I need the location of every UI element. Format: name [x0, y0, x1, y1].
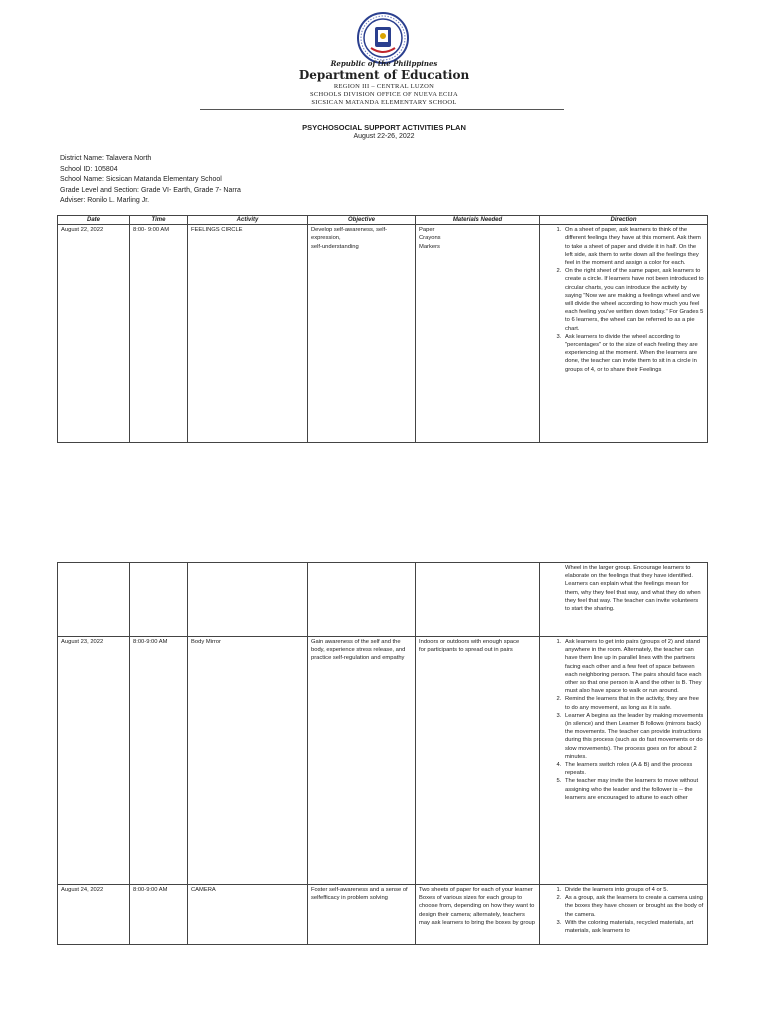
cell-time: 8:00-9:00 AM	[130, 637, 188, 885]
header-time: Time	[130, 216, 188, 225]
cell-materials: Indoors or outdoors with enough space for participants to spread out in pairs	[416, 637, 540, 885]
list-item: 1. On a sheet of paper, ask learners to think of the different feelings they have at this moment. Ask them to take a sheet of paper and divide it in half. On the left side, ask them to write down all the feelings they feel in the moment and assign a color for each.	[563, 226, 704, 267]
school-name-line: School Name: Sicsican Matanda Elementary School	[60, 176, 222, 183]
cell-direction	[540, 563, 708, 637]
header-materials: Materials Needed	[416, 216, 540, 225]
cell-date	[58, 563, 130, 637]
cell-materials	[416, 563, 540, 637]
direction-list	[543, 226, 704, 374]
cell-activity	[188, 563, 308, 637]
table-row	[58, 225, 708, 443]
list-item: 1. Divide the learners into groups of 4 or 5.	[563, 886, 704, 894]
cell-activity: FEELINGS CIRCLE	[188, 225, 308, 443]
header-divider	[200, 109, 564, 110]
cell-objective: Gain awareness of the self and the body, experience stress release, and practice self-regulation and empathy	[308, 637, 416, 885]
cell-objective: Develop self-awareness, self- expression, self-understanding	[308, 225, 416, 443]
office-lines	[0, 83, 768, 107]
header-activity: Activity	[188, 216, 308, 225]
cell-time: 8:00-9:00 AM	[130, 885, 188, 945]
direction-list	[543, 638, 704, 802]
cell-activity: CAMERA	[188, 885, 308, 945]
cell-date: August 24, 2022	[58, 885, 130, 945]
school-info	[60, 154, 241, 207]
cell-materials: Two sheets of paper for each of your learner Boxes of various sizes for each group to choose from, depending on how they want to design their camera; alternately, teachers may ask learners to bring the boxes by group	[416, 885, 540, 945]
list-item: 1. Ask learners to get into pairs (groups of 2) and stand anywhere in the room. Alternately, the teacher can have them line up in parallel lines with the partners facing each other and a few feet of space between each neighboring person. The pairs should face each other so that one person is A and the other is B. They must also have space to walk or run around.	[563, 638, 704, 695]
cell-time: 8:00- 9:00 AM	[130, 225, 188, 443]
cell-direction	[540, 885, 708, 945]
document-title: PSYCHOSOCIAL SUPPORT ACTIVITIES PLAN	[302, 123, 466, 132]
republic-line: Republic of the Philippines	[330, 59, 438, 68]
deped-seal-icon	[357, 12, 409, 64]
cell-time	[130, 563, 188, 637]
cell-date: August 23, 2022	[58, 637, 130, 885]
department-name: Department of Education	[298, 68, 470, 82]
table-row	[58, 563, 708, 637]
header-objective: Objective	[308, 216, 416, 225]
cell-objective	[308, 563, 416, 637]
cell-activity: Body Mirror	[188, 637, 308, 885]
cell-date: August 22, 2022	[58, 225, 130, 443]
list-item: 4. The learners switch roles (A & B) and the process repeats.	[563, 761, 704, 777]
document-dates: August 22-26, 2022	[353, 133, 415, 140]
table-header-row	[58, 216, 708, 225]
list-item: 2. On the right sheet of the same paper, ask learners to create a circle. If learners have not been introduced to circular charts, you can introduce the activity by saying "Now we are making a feelings wheel and we will divide the wheel according to how much you feel each feeling you've written down today." For Grades 5 to 6 learners, the wheel can be referred to as a pie chart.	[563, 267, 704, 333]
header-direction: Direction	[540, 216, 708, 225]
direction-continuation: Wheel in the larger group. Encourage learners to elaborate on the feelings that they have identified. Learners can explain what the feelings mean for them, why they feel that way, and what they do when they feel that way. The teacher can invite volunteers to start the sharing.	[565, 565, 701, 613]
cell-objective: Foster self-awareness and a sense of selfefficacy in problem solving	[308, 885, 416, 945]
table-row	[58, 885, 708, 945]
activities-table-part1	[57, 215, 708, 443]
school-id-line: School ID: 105804	[60, 165, 118, 173]
cell-direction	[540, 637, 708, 885]
district-line: District Name: Talavera North	[60, 155, 152, 162]
school-header-line: SICSICAN MATANDA ELEMENTARY SCHOOL	[311, 99, 457, 106]
direction-list	[543, 886, 704, 935]
cell-direction	[540, 225, 708, 443]
list-item: 2. As a group, ask the learners to create a camera using the boxes they have chosen or brought as the body of the camera.	[563, 894, 704, 919]
list-item: 5. The teacher may invite the learners to move without assigning who the leader and the follower is -- the learners are encouraged to attune to each other	[563, 777, 704, 802]
region-line: REGION III – CENTRAL LUZON	[333, 83, 435, 90]
header-date: Date	[58, 216, 130, 225]
cell-materials: Paper Crayons Markers	[416, 225, 540, 443]
activities-table-part2	[57, 562, 708, 945]
list-item: 3. With the coloring materials, recycled materials, art materials, ask learners to	[563, 919, 704, 935]
list-item: 3. Ask learners to divide the wheel according to "percentages" or to the size of each feeling they are experiencing at the moment. When the learners are done, the teacher can invite them to sit in a circle in groups of 4, or to share their Feelings	[563, 333, 704, 374]
adviser-line: Adviser: Ronilo L. Marling Jr.	[60, 197, 150, 204]
division-line: SCHOOLS DIVISION OFFICE OF NUEVA ECIJA	[310, 91, 458, 98]
list-item: 3. Learner A begins as the leader by making movements (in silence) and then Learner B follows (mirrors back) the movements. The teacher can provide instructions during this process (such as do fast movements or do slow movements). The process goes on for about 2 minutes.	[563, 712, 704, 761]
list-item: 2. Remind the learners that in the activity, they are free to do any movement, as long as it is safe.	[563, 695, 704, 711]
table-row	[58, 637, 708, 885]
grade-line: Grade Level and Section: Grade VI- Earth, Grade 7- Narra	[60, 186, 241, 194]
